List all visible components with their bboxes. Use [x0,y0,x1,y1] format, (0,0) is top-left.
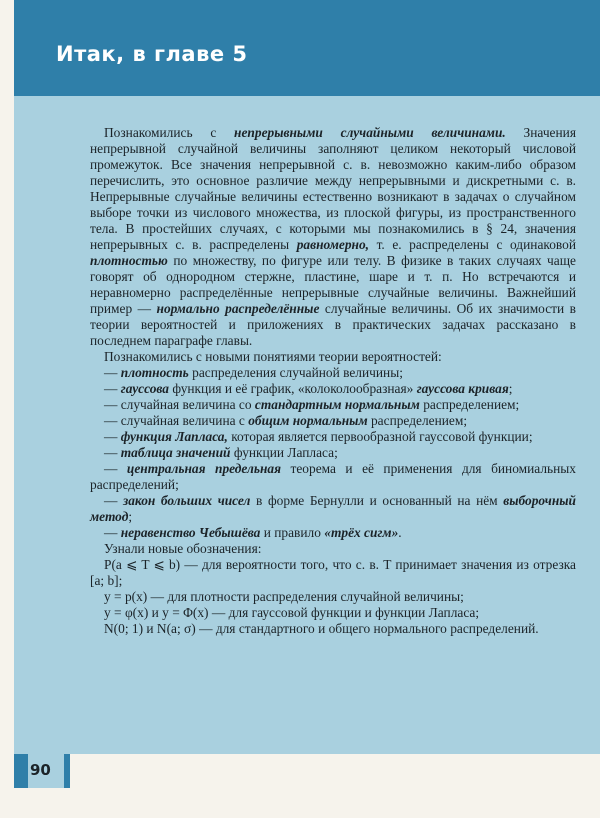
term-sampling-method: выборочный метод [90,493,576,524]
text-run: т. е. распределены с одинаковой [369,237,576,252]
list-item: — неравенство Чебышёва и правило «трёх сигм». [104,525,402,540]
term-general-normal: общим нормальным [248,413,368,428]
term-density: плотность [120,365,189,380]
term-gaussian: гауссова [120,381,169,396]
term-gaussian-curve: гауссова кривая [416,381,509,396]
list-item: — случайная величина со стандартным нормальным распределением; [104,397,520,412]
intro-paragraph [90,125,576,349]
term-laplace-function: функция Лапласа, [120,429,228,444]
concepts-lead: Познакомились с новыми понятиями теории вероятностей: [104,349,442,364]
term-value-table: таблица значений [120,445,231,460]
list-item: — центральная предельная теорема и её применения для биномиальных распределений; [90,461,576,492]
notation-item: N(0; 1) и N(a; σ) — для стандартного и общего нормального распределений. [104,621,539,636]
page-number: 90 [30,761,51,779]
list-item: — гауссова функция и её график, «колоколообразная» гауссова кривая; [104,381,513,396]
term-uniform: равномерно, [296,237,370,252]
term-large-numbers: закон больших чисел [123,493,251,508]
list-item: — плотность распределения случайной величины; [104,365,403,380]
text-run: случайные величины. Об их значимости в теории вероятностей и приложениях в практических задачах рассказано в последнем параграфе главы. [90,301,576,348]
list-item: — таблица значений функции Лапласа; [104,445,338,460]
page-number-stripe [64,754,70,788]
chapter-summary-title: Итак, в главе 5 [56,42,248,66]
term-normal-distributed: нормально распределённые [156,301,320,316]
list-item: — случайная величина с общим нормальным распределением; [104,413,468,428]
text-run: Познакомились с [104,125,235,140]
term-chebyshev: неравенство Чебышёва [120,525,261,540]
term-central-limit: центральная предельная [126,461,282,476]
list-item: — закон больших чисел в форме Бернулли и основанный на нём выборочный метод; [90,493,576,524]
text-run: Значения непрерывной случайной величины заполняют целиком некоторый числовой промежуток. Все значения непрерывной с. в. невозможно каким-либо образом перечислить, это основное различие между непрерывными и дискретными с. в. Непрерывные случайные величины естественно возникают в задачах о случайном выборе точки из числового множества, из плоской фигуры, из пространственного тела. В простейших случаях, с которыми мы познакомились в § 24, значения непрерывных с. в. распределены [90,125,576,252]
text-run: по множеству, по фигуре или телу. В физике в таких случаях чаще говорят об однородном стержне, пластине, шаре и т. п. Но встречаются и неравномерно распределённые непрерывные случайные величины. Важнейший пример — [90,253,576,316]
term-standard-normal: стандартным нормальным [254,397,420,412]
list-item: — функция Лапласа, которая является первообразной гауссовой функции; [104,429,533,444]
notation-item: y = p(x) — для плотности распределения случайной величины; [104,589,464,604]
term-continuous-rv: непрерывными случайными величинами. [234,125,506,140]
notation-item: y = φ(x) и y = Φ(x) — для гауссовой функции и функции Лапласа; [104,605,480,620]
notation-item: P(a ⩽ T ⩽ b) — для вероятности того, что с. в. T принимает значения из отрезка [a; b]; [90,557,576,588]
footer-accent-bar [14,754,28,788]
summary-text [90,125,576,637]
term-three-sigma: «трёх сигм» [324,525,399,540]
notations-lead: Узнали новые обозначения: [104,541,262,556]
term-density: плотностью [90,253,168,268]
